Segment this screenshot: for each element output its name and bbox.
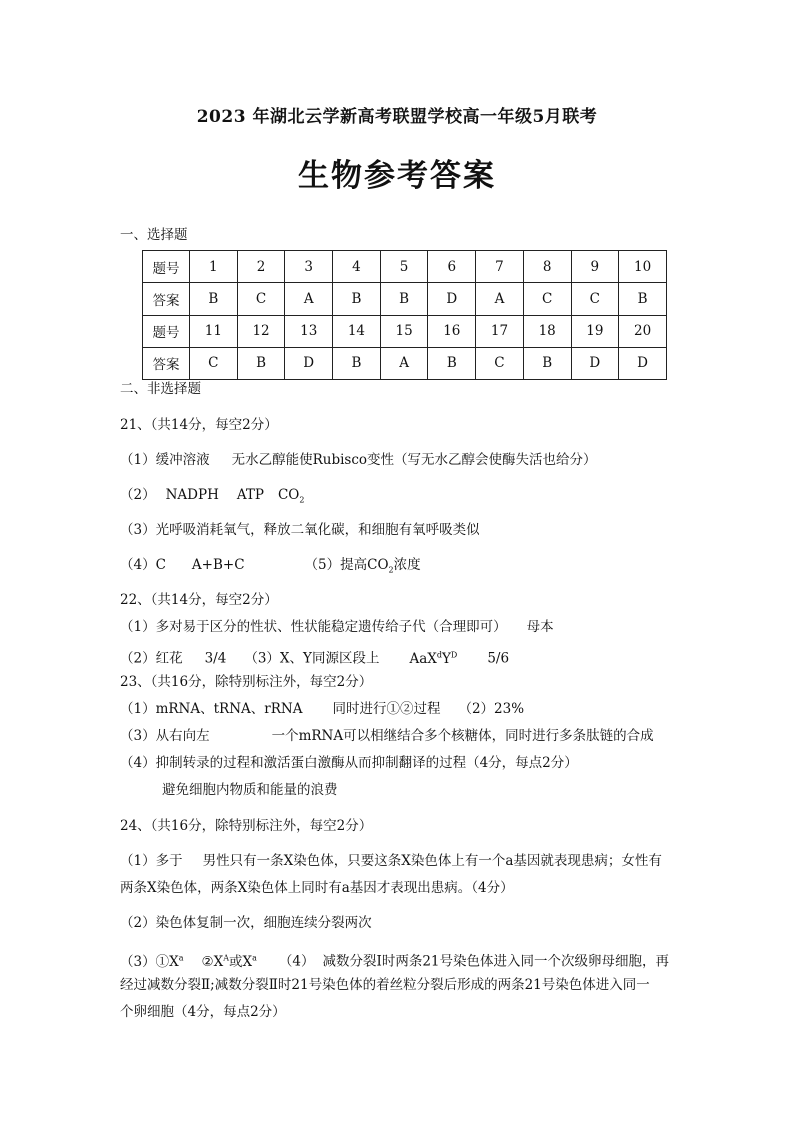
q21-atp: ATP [236, 487, 264, 503]
q23-ans1b: 同时进行①②过程 [332, 701, 441, 717]
subject-title: 生物参考答案 [298, 158, 496, 194]
q23-line4: 避免细胞内物质和能量的浪费 [162, 782, 338, 798]
answer-letter: C [571, 283, 619, 315]
question-number: 17 [476, 315, 524, 347]
q23-heading: 23、（共16分，除特别标注外，每空2分） [120, 674, 373, 690]
q24-ans3a: $(3)①X^a$ [120, 953, 184, 970]
answer-letter: B [619, 283, 667, 315]
q21-ans4b: A+B+C [191, 557, 245, 573]
q24-line3: （2）染色体复制一次，细胞连续分裂两次 [120, 915, 372, 931]
q22-ans3a: （3）X、Y同源区段上 [244, 650, 380, 667]
q24-ans4: 减数分裂Ⅰ时两条21号染色体进入同一个次级卵母细胞，再 [322, 953, 669, 970]
question-number: 3 [285, 251, 333, 283]
q23-line2 [120, 727, 654, 745]
answer-row [143, 283, 667, 315]
question-number: 9 [571, 251, 619, 283]
question-number: 8 [523, 251, 571, 283]
answer-letter: B [523, 347, 571, 379]
row-label-answer: 答案 [143, 283, 190, 315]
q24-ans4-label: （4） [278, 953, 315, 970]
row-label-question: 题号 [143, 315, 190, 347]
q21-ans1-reason: 无水乙醇能使Rubisco变性（写无水乙醇会使酶失活也给分） [231, 452, 597, 468]
q21-co2: $CO_2$ [277, 487, 305, 505]
q24-ans3b: $②X^A$或$X^a$ [201, 953, 257, 970]
answer-letter: A [476, 283, 524, 315]
section-nonchoice-title: 二、非选择题 [120, 381, 201, 397]
answer-letter: B [237, 347, 285, 379]
q23-line3: （4）抑制转录的过程和激活蛋白激酶从而抑制翻译的过程（4分，每点2分） [120, 755, 578, 771]
question-row [143, 251, 667, 283]
question-number: 10 [619, 251, 667, 283]
q21-ans4a: （4）C [120, 557, 166, 573]
answer-letter: C [523, 283, 571, 315]
q23-line1 [120, 700, 524, 718]
q21-ans5: （5）提高$CO_2$浓度 [304, 557, 421, 575]
question-number: 2 [237, 251, 285, 283]
question-number: 14 [333, 315, 381, 347]
answer-letter: C [237, 283, 285, 315]
q23-ans1a: （1）mRNA、tRNA、rRNA [120, 701, 303, 717]
q21-line4 [120, 556, 421, 580]
answer-table [142, 250, 667, 380]
question-number: 12 [237, 315, 285, 347]
answer-letter: C [476, 347, 524, 379]
q22-genotype: $AaX^dY^D$ [409, 650, 458, 667]
answer-letter: D [571, 347, 619, 379]
q22-line2 [120, 646, 509, 668]
question-number: 4 [333, 251, 381, 283]
q23-ans2: （2）23% [458, 701, 525, 717]
q21-nadph: NADPH [165, 487, 219, 503]
q23-ans3a: （3）从右向左 [120, 728, 210, 744]
answer-row [143, 347, 667, 379]
question-row [143, 315, 667, 347]
q24-line1 [120, 852, 662, 870]
question-number: 19 [571, 315, 619, 347]
section-choice-title: 一、选择题 [120, 227, 188, 243]
answer-letter: C [190, 347, 238, 379]
question-number: 18 [523, 315, 571, 347]
question-number: 16 [428, 315, 476, 347]
q21-line2 [120, 486, 304, 510]
answer-letter: B [428, 347, 476, 379]
question-number: 6 [428, 251, 476, 283]
q22-heading: 22、（共14分，每空2分） [120, 592, 278, 608]
q22-ans1b: 母本 [526, 619, 554, 635]
q21-ans1: （1）缓冲溶液 [120, 452, 210, 468]
q21-line1 [120, 451, 597, 469]
q22-line1 [120, 618, 554, 636]
q24-ans1a: （1）多于 [120, 853, 183, 869]
q22-ans2a: （2）红花 [120, 650, 183, 667]
q24-line5: 经过减数分裂Ⅱ;减数分裂Ⅱ时21号染色体的着丝粒分裂后形成的两条21号染色体进入同一 [120, 977, 650, 993]
question-number: 11 [190, 315, 238, 347]
answer-letter: B [333, 283, 381, 315]
q24-heading: 24、（共16分，除特别标注外，每空2分） [120, 818, 373, 834]
answer-letter: D [428, 283, 476, 315]
q22-ans2b: 3/4 [204, 650, 227, 667]
q24-ans1b: 男性只有一条X染色体，只要这条X染色体上有一个a基因就表现患病；女性有 [202, 853, 662, 869]
q24-line4 [120, 949, 669, 971]
question-number: 5 [380, 251, 428, 283]
answer-letter: D [619, 347, 667, 379]
q22-ans1: （1）多对易于区分的性状、性状能稳定遗传给子代（合理即可） [120, 619, 507, 635]
question-number: 7 [476, 251, 524, 283]
row-label-question: 题号 [143, 251, 190, 283]
q21-line3: （3）光呼吸消耗氧气，释放二氧化碳，和细胞有氧呼吸类似 [120, 522, 480, 538]
question-number: 20 [619, 315, 667, 347]
q22-ans3c: 5/6 [487, 650, 510, 667]
q21-heading: 21、（共14分，每空2分） [120, 417, 278, 433]
q24-line2: 两条X染色体，两条X染色体上同时有a基因才表现出患病。（4分） [120, 880, 514, 896]
row-label-answer: 答案 [143, 347, 190, 379]
answer-letter: B [333, 347, 381, 379]
question-number: 13 [285, 315, 333, 347]
q23-ans3b: 一个mRNA可以相继结合多个核糖体，同时进行多条肽链的合成 [271, 728, 654, 744]
answer-letter: A [380, 347, 428, 379]
q24-line6: 个卵细胞（4分，每点2分） [120, 1004, 286, 1020]
answer-letter: B [190, 283, 238, 315]
question-number: 1 [190, 251, 238, 283]
q21-ans2: （2） [120, 487, 156, 503]
answer-letter: D [285, 347, 333, 379]
exam-title: 2023 年湖北云学新高考联盟学校高一年级5月联考 [196, 107, 598, 127]
answer-letter: A [285, 283, 333, 315]
answer-letter: B [380, 283, 428, 315]
question-number: 15 [380, 315, 428, 347]
